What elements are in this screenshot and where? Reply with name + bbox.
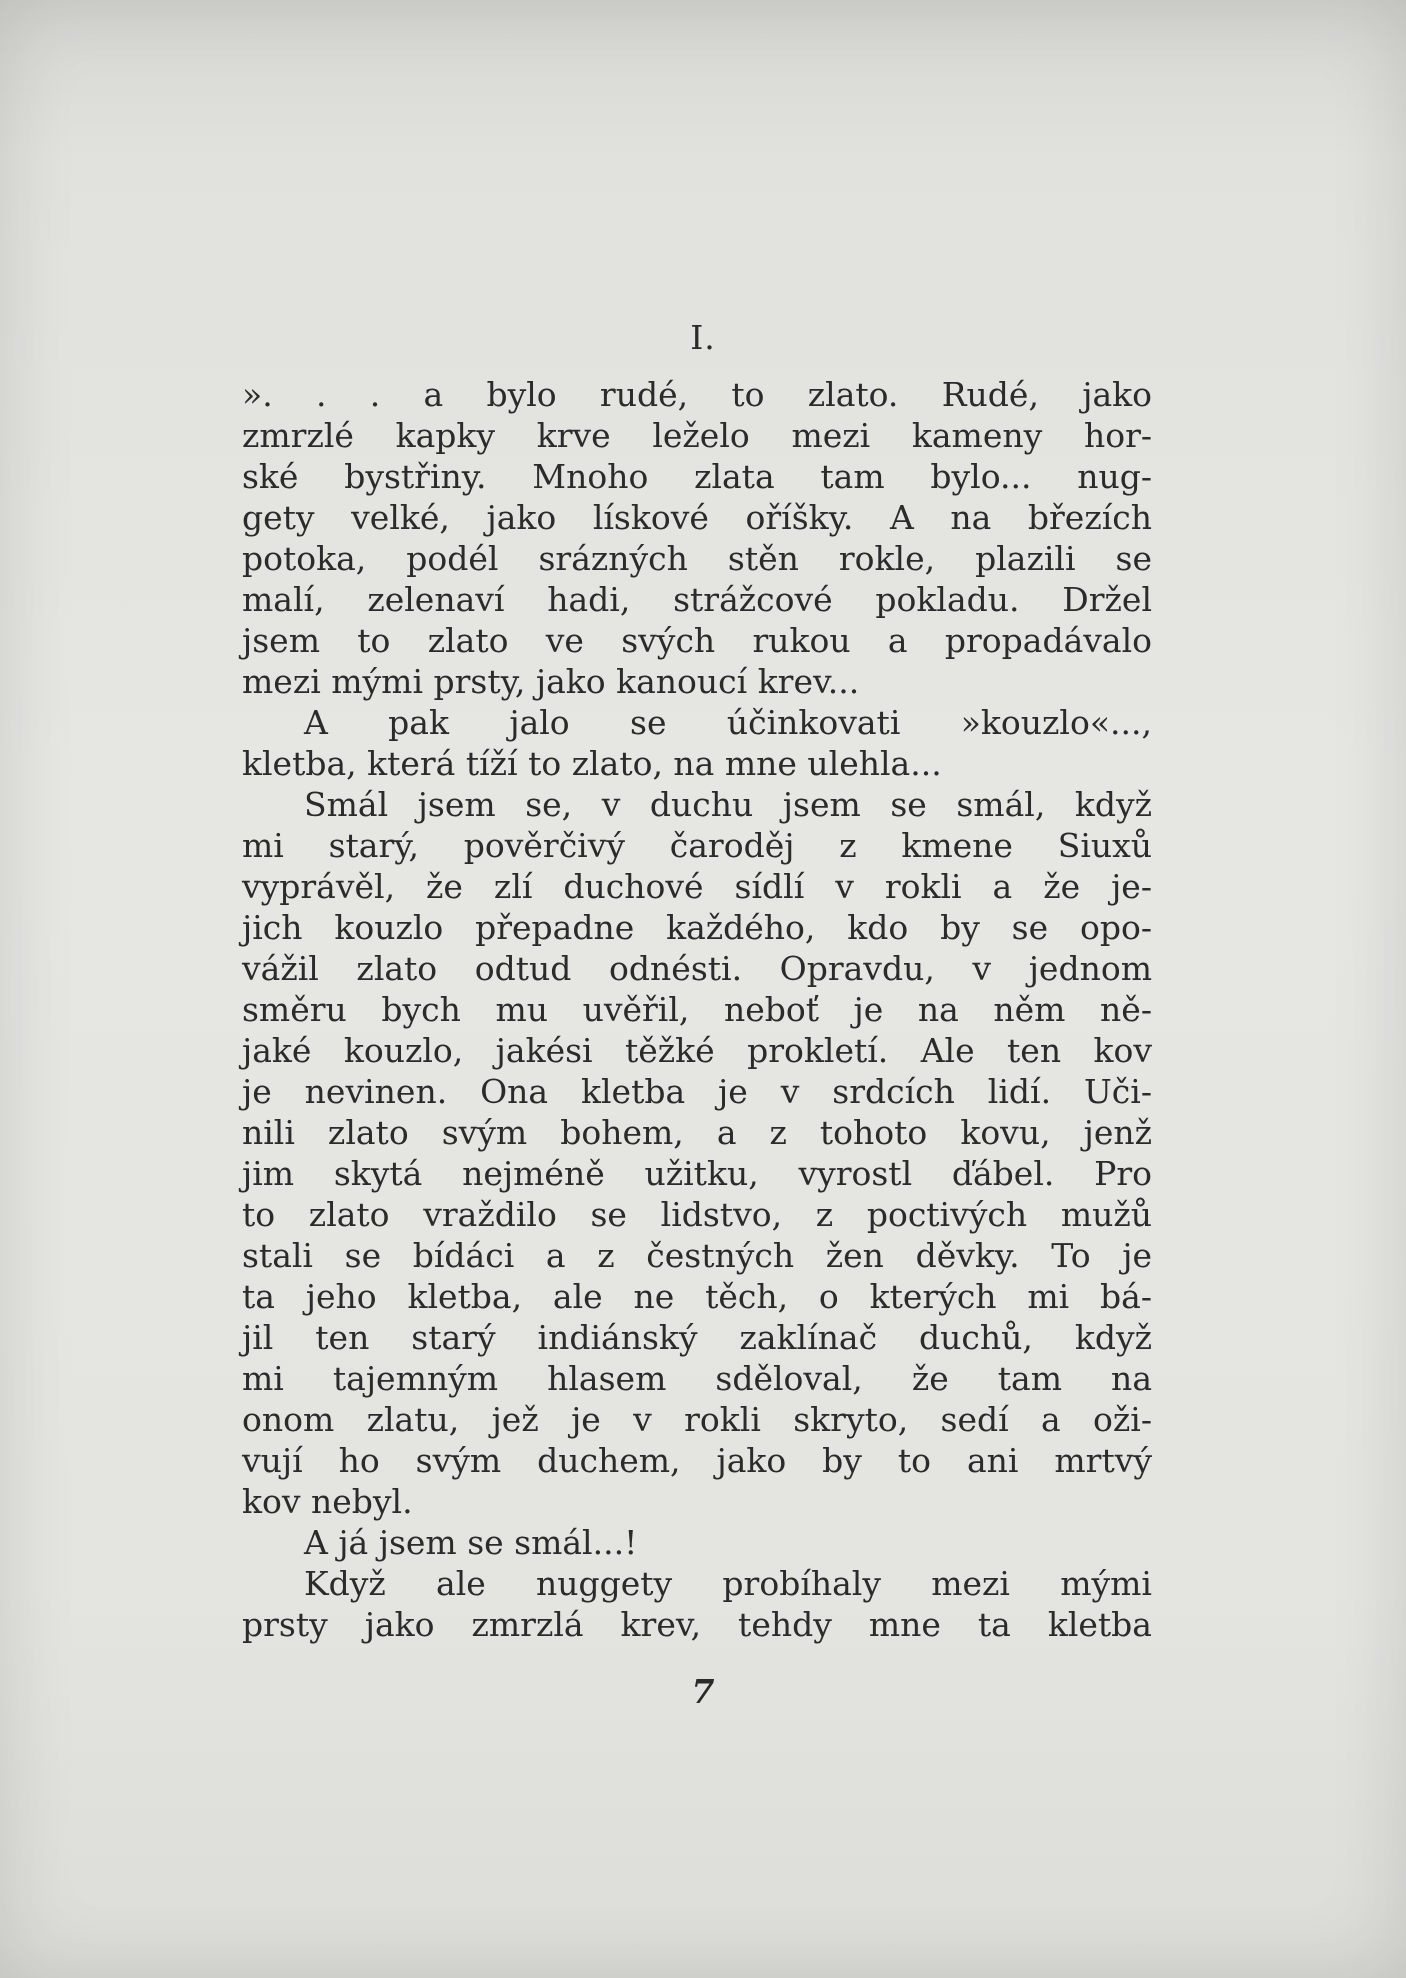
text-line: A já jsem se smál...! bbox=[304, 1523, 638, 1562]
text-line: mezi mými prsty, jako kanoucí krev... bbox=[242, 662, 860, 701]
text-line: nili zlato svým bohem, a z tohoto kovu, jenž bbox=[242, 1113, 1152, 1152]
text-line: potoka, podél srázných stěn rokle, plazili se bbox=[242, 539, 1152, 578]
text-line: A pak jalo se účinkovati »kouzlo«..., bbox=[304, 703, 1152, 742]
text-line: Když ale nuggety probíhaly mezi mými bbox=[304, 1564, 1152, 1603]
text-line: ta jeho kletba, ale ne těch, o kterých mi bá- bbox=[242, 1277, 1152, 1316]
text-line: prsty jako zmrzlá krev, tehdy mne ta kletba bbox=[242, 1605, 1152, 1644]
text-line: vují ho svým duchem, jako by to ani mrtvý bbox=[242, 1441, 1152, 1480]
text-line: onom zlatu, jež je v rokli skryto, sedí a oži- bbox=[242, 1400, 1152, 1439]
text-line: jim skytá nejméně užitku, vyrostl ďábel. Pro bbox=[242, 1154, 1152, 1193]
text-line: je nevinen. Ona kletba je v srdcích lidí. Uči- bbox=[242, 1072, 1152, 1111]
text-line: směru bych mu uvěřil, neboť je na něm ně- bbox=[242, 990, 1152, 1029]
chapter-heading: I. bbox=[690, 318, 716, 357]
text-line: stali se bídáci a z čestných žen děvky. To je bbox=[242, 1236, 1152, 1275]
text-line: kletba, která tíží to zlato, na mne ulehla... bbox=[242, 744, 942, 783]
text-line: mi starý, pověrčivý čaroděj z kmene Siuxů bbox=[242, 826, 1152, 865]
text-line: ské bystřiny. Mnoho zlata tam bylo... nug- bbox=[242, 457, 1152, 496]
text-line: jil ten starý indiánský zaklínač duchů, když bbox=[242, 1318, 1152, 1357]
text-line: Smál jsem se, v duchu jsem se smál, když bbox=[304, 785, 1152, 824]
text-line: kov nebyl. bbox=[242, 1482, 413, 1521]
body-text bbox=[242, 374, 1152, 1645]
text-line: malí, zelenaví hadi, strážcové pokladu. Držel bbox=[242, 580, 1152, 619]
page-number: 7 bbox=[691, 1672, 715, 1711]
text-line: mi tajemným hlasem sděloval, že tam na bbox=[242, 1359, 1152, 1398]
text-line: gety velké, jako lískové oříšky. A na březích bbox=[242, 498, 1152, 537]
text-line: to zlato vraždilo se lidstvo, z poctivých mužů bbox=[242, 1195, 1152, 1234]
text-line: vyprávěl, že zlí duchové sídlí v rokli a že je- bbox=[242, 867, 1152, 906]
text-line: zmrzlé kapky krve leželo mezi kameny hor- bbox=[242, 416, 1152, 455]
text-line: jaké kouzlo, jakési těžké prokletí. Ale ten kov bbox=[242, 1031, 1152, 1070]
text-line: jich kouzlo přepadne každého, kdo by se opo- bbox=[242, 908, 1152, 947]
text-line: ». . . a bylo rudé, to zlato. Rudé, jako bbox=[242, 375, 1152, 414]
text-line: jsem to zlato ve svých rukou a propadávalo bbox=[242, 621, 1152, 660]
text-line: vážil zlato odtud odnésti. Opravdu, v jednom bbox=[242, 949, 1152, 988]
